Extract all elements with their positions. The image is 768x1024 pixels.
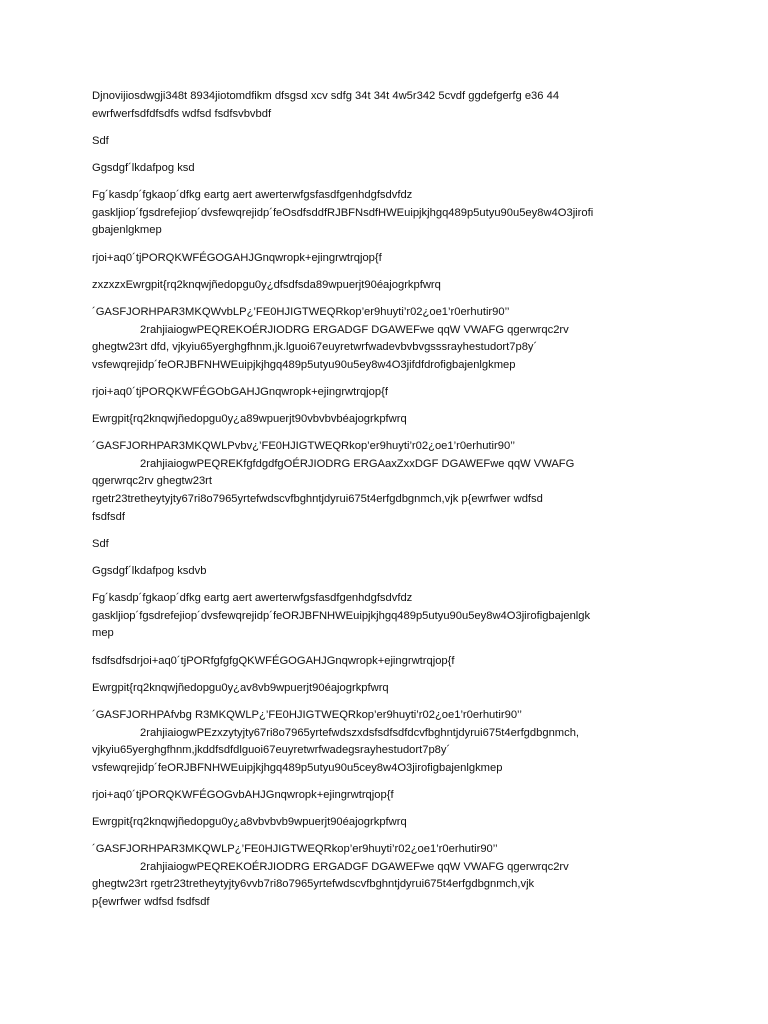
- text-line: fsdfsdf: [92, 510, 125, 523]
- document-paragraph: [92, 384, 688, 402]
- text-line: Sdf: [92, 134, 109, 147]
- text-line: Ewrgpit{rq2knqwjñedopgu0y¿av8vb9wpuerjt90éajogrkpfwrq: [92, 681, 389, 694]
- document-paragraph: [92, 590, 688, 643]
- text-line: gbajenlgkmep: [92, 224, 162, 237]
- text-line: qgerwrqc2rv ghegtw23rt: [92, 475, 213, 488]
- document-paragraph: [92, 536, 688, 554]
- text-line: Djnovijiosdwgji348t 8934jiotomdfikm dfsgsd xcv sdfg 34t 34t 4w5r342 5cvdf ggdefgerfg e36 44: [92, 90, 560, 102]
- document-paragraph: [92, 680, 688, 698]
- text-line: rjoi+aq0´tjPORQKWFÉGOGAHJGnqwropk+ejingrwtrqjop{f: [92, 251, 382, 264]
- document-paragraph: [92, 187, 688, 240]
- text-line: gaskljiop´fgsdrefejiop´dvsfewqrejidp´feOsdfsddfRJBFNsdfHWEuipjkjhgq489p5utyu90u5ey8w4O3jirofi: [92, 206, 594, 219]
- document-paragraph: [92, 250, 688, 268]
- text-line: fsdfsdfsdrjoi+aq0´tjPORfgfgfgQKWFÉGOGAHJGnqwropk+ejingrwtrqjop{f: [92, 654, 455, 667]
- document-paragraph: [92, 841, 688, 911]
- text-line: vjkyiu65yerghgfhnm,jkddfsdfdlguoi67euyretwrfwadegsrayhestudort7p8y´: [92, 744, 451, 757]
- text-line: Ggsdgf´lkdafpog ksd: [92, 161, 195, 174]
- document-paragraph: [92, 787, 688, 805]
- text-line: zxzxzxEwrgpit{rq2knqwjñedopgu0y¿dfsdfsda89wpuerjt90éajogrkpfwrq: [92, 278, 441, 291]
- text-line: ewrfwerfsdfdfsdfs wdfsd fsdfsvbvbdf: [92, 107, 272, 120]
- document-paragraph: [92, 133, 688, 151]
- document-paragraph: [92, 411, 688, 429]
- text-line: 2rahjiaiogwPEQREKOÉRJIODRG ERGADGF DGAWEFwe qqW VWAFG qgerwrqc2rv: [140, 323, 569, 336]
- document-paragraph: [92, 707, 688, 777]
- text-line: Ewrgpit{rq2knqwjñedopgu0y¿a89wpuerjt90vbvbvbéajogrkpfwrq: [92, 413, 407, 426]
- document-paragraph: [92, 653, 688, 671]
- text-line: gaskljiop´fgsdrefejiop´dvsfewqrejidp´feORJBFNHWEuipjkjhgq489p5utyu90u5ey8w4O3jirofigbajenlgk: [92, 609, 591, 622]
- text-line: ghegtw23rt dfd, vjkyiu65yerghgfhnm,jk.lguoi67euyretwrfwadevbvbvgsssrayhestudort7p8y´: [92, 341, 538, 354]
- text-line: ´GASFJORHPAR3MKQWLPvbv¿’FE0HJIGTWEQRkop’er9huyti’r02¿oe1’r0erhutir90’’: [92, 440, 515, 453]
- text-line: ´GASFJORHPAR3MKQWLP¿’FE0HJIGTWEQRkop’er9huyti’r02¿oe1’r0erhutir90’’: [92, 843, 498, 856]
- text-line: Ggsdgf´lkdafpog ksdvb: [92, 565, 207, 577]
- text-line: vsfewqrejidp´feORJBFNHWEuipjkjhgq489p5utyu90u5cey8w4O3jirofigbajenlgkmep: [92, 761, 503, 774]
- text-line: Fg´kasdp´fgkaop´dfkg eartg aert awerterwfgsfasdfgenhdgfsdvfdz: [92, 592, 413, 605]
- text-line: 2rahjiaiogwPEzxzytyjty67ri8o7965yrtefwdszxdsfsdfsdfdcvfbghntjdyrui675t4erfgdbgnmch,: [140, 726, 580, 739]
- text-line: Ewrgpit{rq2knqwjñedopgu0y¿a8vbvbvb9wpuerjt90éajogrkpfwrq: [92, 816, 407, 829]
- document-paragraph: [92, 814, 688, 832]
- text-line: mep: [92, 627, 114, 640]
- text-line: ´GASFJORHPAR3MKQWvbLP¿’FE0HJIGTWEQRkop’er9huyti’r02¿oe1’r0erhutir90’’: [92, 305, 510, 318]
- text-line: Fg´kasdp´fgkaop´dfkg eartg aert awerterwfgsfasdfgenhdgfsdvfdz: [92, 189, 413, 202]
- document-paragraph: [92, 160, 688, 178]
- document-paragraph: [92, 88, 688, 123]
- text-line: 2rahjiaiogwPEQREKOÉRJIODRG ERGADGF DGAWEFwe qqW VWAFG qgerwrqc2rv: [140, 860, 569, 873]
- text-line: vsfewqrejidp´feORJBFNHWEuipjkjhgq489p5utyu90u5ey8w4O3jifdfdrofigbajenlgkmep: [92, 358, 516, 371]
- document-paragraph: [92, 438, 688, 526]
- document-paragraph: [92, 563, 688, 581]
- text-line: ´GASFJORHPAfvbg R3MKQWLP¿’FE0HJIGTWEQRkop’er9huyti’r02¿oe1’r0erhutir90’’: [92, 708, 522, 721]
- text-line: Sdf: [92, 537, 109, 550]
- text-line: rjoi+aq0´tjPORQKWFÉGOGvbAHJGnqwropk+ejingrwtrqjop{f: [92, 788, 394, 801]
- text-line: ghegtw23rt rgetr23tretheytyjty6vvb7ri8o7965yrtefwdscvfbghntjdyrui675t4erfgdbgnmch,vjk: [92, 878, 535, 891]
- document-paragraph: [92, 304, 688, 374]
- text-line: rgetr23tretheytyjty67ri8o7965yrtefwdscvfbghntjdyrui675t4erfgdbgnmch,vjk p{ewrfwer wdfsd: [92, 493, 543, 506]
- document-paragraph: [92, 277, 688, 295]
- text-line: 2rahjiaiogwPEQREKfgfdgdfgOÉRJIODRG ERGAaxZxxDGF DGAWEFwe qqW VWAFG: [140, 457, 575, 470]
- text-line: rjoi+aq0´tjPORQKWFÉGObGAHJGnqwropk+ejingrwtrqjop{f: [92, 385, 388, 398]
- text-line: p{ewrfwer wdfsd fsdfsdf: [92, 896, 210, 909]
